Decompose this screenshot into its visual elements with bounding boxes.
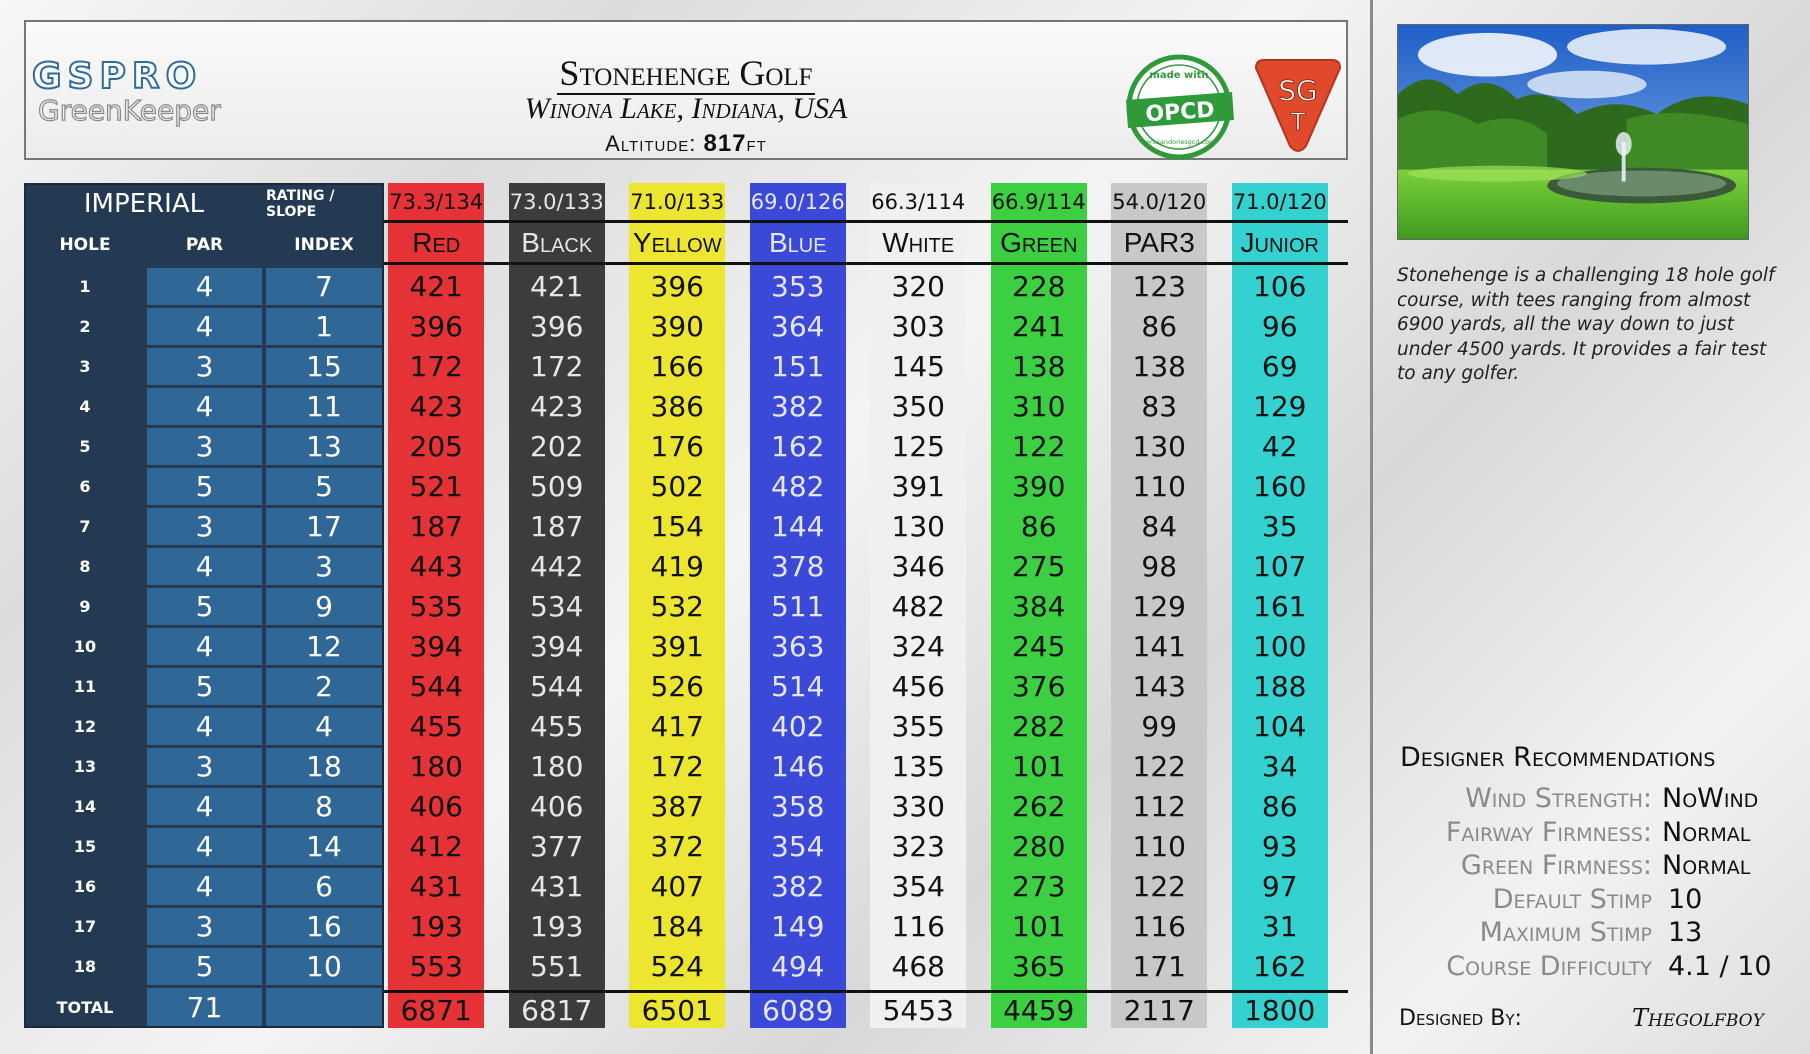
altitude-value: 817 [703, 130, 747, 157]
hole-yardage: 407 [650, 869, 704, 903]
tee-name: Red [412, 227, 461, 258]
hole-yardage: 431 [530, 869, 584, 903]
hole-yardage: 350 [891, 389, 945, 423]
hole-yardage: 330 [891, 789, 945, 823]
hole-yardage: 535 [409, 589, 463, 623]
hole-yardage: 323 [891, 829, 945, 863]
hole-yardage: 187 [409, 509, 463, 543]
hole-yardage: 69 [1261, 349, 1298, 383]
hole-yardage: 502 [650, 469, 704, 503]
hole-yardage: 245 [1012, 629, 1066, 663]
hole-yardage: 320 [891, 269, 945, 303]
hole-yardage: 387 [650, 789, 704, 823]
hole-yardage: 386 [650, 389, 704, 423]
hole-yardage: 84 [1141, 509, 1178, 543]
hole-yardage: 419 [650, 549, 704, 583]
hole-yardage: 534 [530, 589, 584, 623]
hole-yardage: 442 [530, 549, 584, 583]
tee-column-red [388, 183, 484, 1028]
hole-yardage: 532 [650, 589, 704, 623]
hole-index: 1 [266, 308, 382, 345]
hole-yardage: 280 [1012, 829, 1066, 863]
hole-yardage: 511 [771, 589, 825, 623]
hole-yardage: 110 [1132, 469, 1186, 503]
table-rule-line [384, 220, 1348, 223]
hole-yardage: 396 [650, 269, 704, 303]
tee-total-yardage: 4459 [1003, 994, 1075, 1027]
recommendation-label: Wind Strength: [1465, 783, 1652, 814]
hole-yardage: 509 [530, 469, 584, 503]
opcd-badge-icon [1124, 52, 1234, 162]
hole-number: 8 [79, 557, 91, 576]
total-label: TOTAL [56, 997, 114, 1017]
hole-yardage: 135 [891, 749, 945, 783]
hole-yardage: 324 [891, 629, 945, 663]
hole-par: 5 [147, 668, 262, 705]
table-rule-line [384, 262, 1348, 265]
hole-index: 12 [266, 628, 382, 665]
altitude-label: Altitude: [605, 131, 697, 156]
hole-yardage: 455 [409, 709, 463, 743]
hole-yardage: 355 [891, 709, 945, 743]
hole-par: 3 [147, 508, 262, 545]
hole-yardage: 125 [891, 429, 945, 463]
hole-yardage: 382 [771, 869, 825, 903]
recommendation-label: Course Difficulty [1446, 950, 1652, 982]
tee-rating-slope: 54.0/120 [1112, 189, 1207, 214]
hole-yardage: 396 [530, 309, 584, 343]
tee-name: Blue [768, 227, 827, 258]
gspro-logo: GSPRO [32, 56, 203, 97]
hole-yardage: 378 [771, 549, 825, 583]
hole-yardage: 390 [650, 309, 704, 343]
course-location: Winona Lake, Indiana, USA [524, 92, 848, 125]
hole-number: 14 [73, 797, 97, 816]
hole-yardage: 202 [530, 429, 584, 463]
hole-yardage: 514 [771, 669, 825, 703]
hole-yardage: 172 [650, 749, 704, 783]
hole-yardage: 107 [1253, 549, 1307, 583]
hole-yardage: 188 [1253, 669, 1307, 703]
hole-yardage: 394 [530, 629, 584, 663]
hole-yardage: 456 [891, 669, 945, 703]
hole-yardage: 376 [1012, 669, 1066, 703]
hole-yardage: 86 [1141, 309, 1178, 343]
hole-par: 3 [147, 748, 262, 785]
imperial-label: IMPERIAL [83, 188, 205, 219]
hole-yardage: 358 [771, 789, 825, 823]
hole-number: 10 [73, 637, 97, 656]
hole-number: 1 [79, 277, 91, 296]
hole-yardage: 122 [1132, 869, 1186, 903]
hole-yardage: 372 [650, 829, 704, 863]
tee-name: Green [1000, 227, 1078, 258]
hole-yardage: 384 [1012, 589, 1066, 623]
hole-yardage: 431 [409, 869, 463, 903]
course-name: Stonehenge Golf [559, 53, 813, 93]
opcd-top-text: made with [1149, 70, 1209, 81]
hole-yardage: 101 [1012, 749, 1066, 783]
tee-column-blue [750, 183, 846, 1028]
hole-yardage: 138 [1132, 349, 1186, 383]
tee-rating-slope: 71.0/120 [1232, 189, 1327, 214]
hole-yardage: 391 [650, 629, 704, 663]
tee-total-yardage: 1800 [1244, 994, 1316, 1027]
rating-slope-label: RATING / SLOPE [266, 187, 335, 220]
hole-yardage: 354 [771, 829, 825, 863]
tee-rating-slope: 71.0/133 [630, 189, 725, 214]
tee-rating-slope: 69.0/126 [750, 189, 845, 214]
hole-par: 4 [147, 388, 262, 425]
hole-yardage: 396 [409, 309, 463, 343]
hole-number: 16 [73, 877, 97, 896]
hole-number: 7 [79, 517, 91, 536]
hole-yardage: 130 [1132, 429, 1186, 463]
tee-total-yardage: 6501 [641, 994, 713, 1027]
hole-number: 17 [73, 917, 97, 936]
recommendation-label: Fairway Firmness: [1445, 816, 1652, 848]
hole-index: 11 [266, 388, 382, 425]
hole-yardage: 241 [1012, 309, 1066, 343]
hole-index: 15 [266, 348, 382, 385]
hole-yardage: 122 [1132, 749, 1186, 783]
hole-yardage: 303 [891, 309, 945, 343]
hole-number: 11 [73, 677, 97, 696]
hole-yardage: 394 [409, 629, 463, 663]
hole-yardage: 526 [650, 669, 704, 703]
hole-yardage: 162 [771, 429, 825, 463]
tee-column-black [509, 183, 605, 1028]
hole-yardage: 524 [650, 949, 704, 983]
hole-yardage: 364 [771, 309, 825, 343]
recommendation-label: Maximum Stimp [1479, 917, 1652, 948]
hole-par: 4 [147, 548, 262, 585]
hole-yardage: 86 [1261, 789, 1298, 823]
index-total-blank [266, 988, 382, 1026]
hole-yardage: 521 [409, 469, 463, 503]
recommendation-value: NoWind [1662, 783, 1759, 814]
hole-yardage: 83 [1141, 389, 1178, 423]
hole-yardage: 417 [650, 709, 704, 743]
recommendation-row [1400, 783, 1780, 817]
hole-yardage: 468 [891, 949, 945, 983]
recommendation-label: Green Firmness: [1460, 850, 1652, 881]
tee-total-yardage: 5453 [882, 994, 954, 1027]
hole-yardage: 310 [1012, 389, 1066, 423]
hole-yardage: 193 [409, 909, 463, 943]
recommendation-value: Normal [1662, 850, 1751, 881]
hole-yardage: 162 [1253, 949, 1307, 983]
hole-index: 4 [266, 708, 382, 745]
hole-number: 6 [79, 477, 91, 496]
hole-yardage: 143 [1132, 669, 1186, 703]
scorecard-header [24, 20, 1348, 160]
hole-par: 4 [147, 268, 262, 305]
hole-yardage: 129 [1253, 389, 1307, 423]
hole-yardage: 346 [891, 549, 945, 583]
hole-yardage: 130 [891, 509, 945, 543]
hole-yardage: 149 [771, 909, 825, 943]
hole-index: 8 [266, 788, 382, 825]
tee-rating-slope: 66.9/114 [991, 189, 1086, 214]
hole-par: 5 [147, 468, 262, 505]
hole-yardage: 353 [771, 269, 825, 303]
hole-number: 15 [73, 837, 97, 856]
hole-yardage: 123 [1132, 269, 1186, 303]
hole-par: 4 [147, 708, 262, 745]
recommendation-label: Default Stimp [1492, 883, 1652, 915]
hole-number: 5 [79, 437, 91, 456]
col-index-header: INDEX [294, 235, 354, 255]
hole-yardage: 455 [530, 709, 584, 743]
recommendation-row [1400, 817, 1780, 851]
hole-yardage: 145 [891, 349, 945, 383]
hole-yardage: 184 [650, 909, 704, 943]
tee-columns [384, 183, 1348, 1028]
hole-yardage: 193 [530, 909, 584, 943]
recommendation-value: 4.1 / 10 [1668, 950, 1772, 982]
hole-yardage: 154 [650, 509, 704, 543]
hole-par: 3 [147, 428, 262, 465]
table-rule-line [384, 990, 1348, 993]
hole-index: 10 [266, 948, 382, 985]
hole-yardage: 86 [1020, 509, 1057, 543]
hole-yardage: 166 [650, 349, 704, 383]
hole-yardage: 377 [530, 829, 584, 863]
hole-yardage: 544 [530, 669, 584, 703]
opcd-bottom-text: zerosandonesgcd.com [1142, 138, 1216, 146]
tee-total-yardage: 6871 [400, 994, 472, 1027]
hole-yardage: 443 [409, 549, 463, 583]
hole-yardage: 205 [409, 429, 463, 463]
hole-yardage: 104 [1253, 709, 1307, 743]
tee-column-white [870, 183, 966, 1028]
hole-yardage: 146 [771, 749, 825, 783]
hole-yardage: 160 [1253, 469, 1307, 503]
hole-yardage: 110 [1132, 829, 1186, 863]
scorecard-table [24, 183, 1348, 1028]
hole-yardage: 101 [1012, 909, 1066, 943]
hole-index: 13 [266, 428, 382, 465]
tee-total-yardage: 6817 [521, 994, 593, 1027]
hole-yardage: 482 [771, 469, 825, 503]
hole-yardage: 402 [771, 709, 825, 743]
hole-number: 13 [73, 757, 97, 776]
tee-name: PAR3 [1123, 227, 1195, 258]
hole-yardage: 180 [530, 749, 584, 783]
hole-yardage: 144 [771, 509, 825, 543]
imperial-panel [24, 183, 384, 1028]
tee-name: Junior [1240, 227, 1319, 258]
hole-par: 5 [147, 948, 262, 985]
hole-yardage: 482 [891, 589, 945, 623]
greenkeeper-logo: GreenKeeper [38, 94, 221, 127]
hole-yardage: 421 [530, 269, 584, 303]
designer-name: Thegolfboy [1632, 1004, 1764, 1032]
hole-yardage: 282 [1012, 709, 1066, 743]
hole-yardage: 187 [530, 509, 584, 543]
altitude-unit: ft [746, 131, 767, 156]
recommendation-row [1400, 917, 1780, 951]
hole-yardage: 116 [891, 909, 945, 943]
designed-by-label: Designed By: [1399, 1006, 1522, 1031]
hole-index: 2 [266, 668, 382, 705]
hole-yardage: 106 [1253, 269, 1307, 303]
hole-yardage: 34 [1261, 749, 1298, 783]
hole-index: 5 [266, 468, 382, 505]
sgt-badge-icon [1250, 56, 1346, 156]
recommendation-value: Normal [1662, 816, 1751, 848]
hole-number: 2 [79, 317, 91, 336]
hole-number: 3 [79, 357, 91, 376]
hole-number: 4 [79, 397, 91, 416]
hole-par: 4 [147, 828, 262, 865]
hole-yardage: 544 [409, 669, 463, 703]
hole-yardage: 172 [530, 349, 584, 383]
par-total: 71 [147, 988, 262, 1026]
hole-yardage: 161 [1253, 589, 1307, 623]
hole-yardage: 116 [1132, 909, 1186, 943]
hole-yardage: 93 [1261, 829, 1298, 863]
hole-yardage: 391 [891, 469, 945, 503]
hole-yardage: 100 [1253, 629, 1307, 663]
sgt-bottom-text: T [1290, 108, 1306, 136]
hole-index: 7 [266, 268, 382, 305]
hole-yardage: 365 [1012, 949, 1066, 983]
tee-total-yardage: 6089 [762, 994, 834, 1027]
hole-index: 6 [266, 868, 382, 905]
hole-yardage: 35 [1261, 509, 1298, 543]
hole-yardage: 96 [1261, 309, 1298, 343]
tee-total-yardage: 2117 [1123, 994, 1195, 1027]
hole-par: 4 [147, 868, 262, 905]
hole-yardage: 354 [891, 869, 945, 903]
hole-yardage: 421 [409, 269, 463, 303]
hole-yardage: 406 [409, 789, 463, 823]
hole-yardage: 423 [409, 389, 463, 423]
hole-yardage: 99 [1141, 709, 1178, 743]
hole-yardage: 382 [771, 389, 825, 423]
hole-yardage: 406 [530, 789, 584, 823]
hole-yardage: 97 [1261, 869, 1298, 903]
tee-name: White [882, 227, 955, 258]
hole-number: 9 [79, 597, 91, 616]
hole-yardage: 412 [409, 829, 463, 863]
hole-yardage: 494 [771, 949, 825, 983]
hole-yardage: 138 [1012, 349, 1066, 383]
hole-yardage: 180 [409, 749, 463, 783]
tee-column-green [991, 183, 1087, 1028]
hole-index: 14 [266, 828, 382, 865]
col-par-header: PAR [185, 235, 224, 255]
tee-name: Yellow [632, 227, 722, 258]
hole-yardage: 98 [1141, 549, 1178, 583]
hole-yardage: 172 [409, 349, 463, 383]
tee-name: Black [521, 227, 593, 258]
hole-yardage: 262 [1012, 789, 1066, 823]
hole-yardage: 275 [1012, 549, 1066, 583]
hole-yardage: 273 [1012, 869, 1066, 903]
col-hole-header: HOLE [59, 235, 111, 255]
hole-yardage: 141 [1132, 629, 1186, 663]
recommendation-value: 13 [1668, 917, 1703, 948]
hole-par: 3 [147, 908, 262, 945]
hole-par: 4 [147, 628, 262, 665]
course-description: Stonehenge is a challenging 18 hole golf course, with tees ranging from almost 6900 yards, all the way down to just under 4500 yards. It provides a fair test to any golfer. [1397, 265, 1775, 384]
hole-yardage: 171 [1132, 949, 1186, 983]
opcd-main-text: OPCD [1144, 97, 1216, 128]
hole-par: 4 [147, 788, 262, 825]
hole-index: 18 [266, 748, 382, 785]
hole-yardage: 176 [650, 429, 704, 463]
hole-par: 4 [147, 308, 262, 345]
hole-yardage: 228 [1012, 269, 1066, 303]
recommendation-row [1400, 884, 1780, 918]
hole-index: 17 [266, 508, 382, 545]
hole-index: 3 [266, 548, 382, 585]
hole-number: 12 [73, 717, 97, 736]
recommendation-row [1400, 951, 1780, 985]
hole-yardage: 390 [1012, 469, 1066, 503]
hole-yardage: 42 [1261, 429, 1298, 463]
hole-yardage: 129 [1132, 589, 1186, 623]
hole-par: 5 [147, 588, 262, 625]
hole-yardage: 423 [530, 389, 584, 423]
recommendation-value: 10 [1668, 883, 1703, 915]
tee-rating-slope: 66.3/114 [871, 189, 966, 214]
hole-number: 18 [73, 957, 97, 976]
hole-yardage: 551 [530, 949, 584, 983]
hole-index: 9 [266, 588, 382, 625]
hole-yardage: 553 [409, 949, 463, 983]
tee-rating-slope: 73.3/134 [389, 189, 484, 214]
hole-yardage: 31 [1261, 909, 1298, 943]
recommendations-title: Designer Recommendations [1400, 742, 1716, 773]
tee-column-junior [1232, 183, 1328, 1028]
hole-par: 3 [147, 348, 262, 385]
recommendation-row [1400, 850, 1780, 884]
hole-yardage: 122 [1012, 429, 1066, 463]
tee-rating-slope: 73.0/133 [509, 189, 604, 214]
hole-index: 16 [266, 908, 382, 945]
hole-yardage: 112 [1132, 789, 1186, 823]
panel-divider [1370, 0, 1373, 1054]
tee-column-par3 [1111, 183, 1207, 1028]
hole-yardage: 363 [771, 629, 825, 663]
sgt-top-text: SG [1278, 74, 1318, 107]
hole-yardage: 151 [771, 349, 825, 383]
tee-column-yellow [629, 183, 725, 1028]
course-photo [1397, 24, 1749, 240]
